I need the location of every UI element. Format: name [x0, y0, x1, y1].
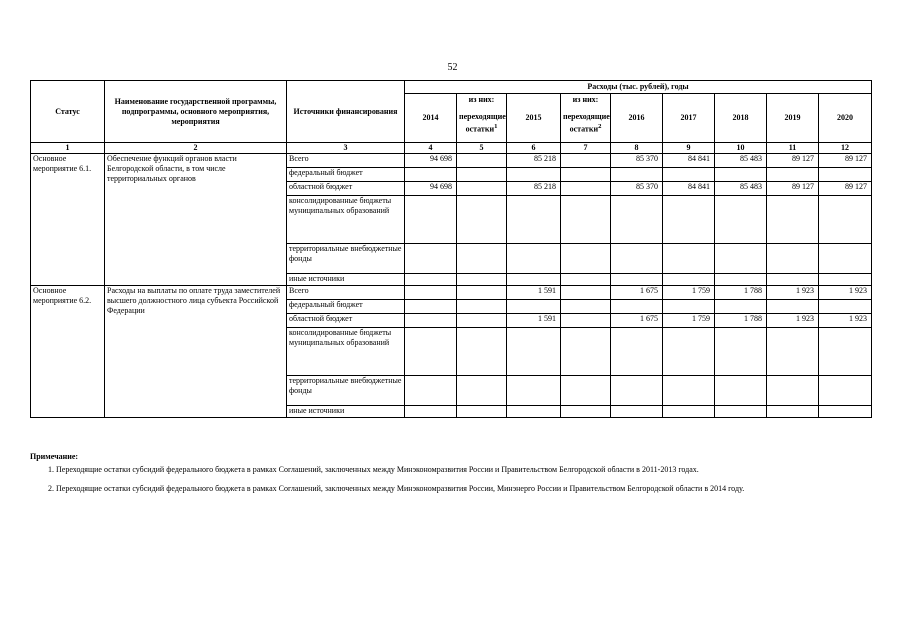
value-cell	[715, 244, 767, 274]
value-cell	[819, 196, 872, 244]
header-name: Наименование государственной программы, подпрограммы, основного мероприятия, мероприятия	[105, 81, 287, 143]
measure-status: Основное мероприятие 6.2.	[31, 286, 105, 418]
value-cell: 1 675	[611, 314, 663, 328]
value-cell	[507, 244, 561, 274]
value-cell	[819, 300, 872, 314]
value-cell	[561, 154, 611, 168]
value-cell: 85 370	[611, 154, 663, 168]
value-cell	[767, 196, 819, 244]
value-cell	[507, 274, 561, 286]
value-cell	[715, 376, 767, 406]
value-cell: 1 759	[663, 286, 715, 300]
col-index: 3	[287, 143, 405, 154]
header-carryover-2: переходящие остатки$^2$	[561, 106, 611, 143]
header-carryover-1: переходящие остатки$^1$	[457, 106, 507, 143]
col-index: 6	[507, 143, 561, 154]
value-cell	[663, 328, 715, 376]
value-cell	[767, 274, 819, 286]
value-cell: 89 127	[819, 154, 872, 168]
col-index: 11	[767, 143, 819, 154]
note-1: 1. Переходящие остатки субсидий федерального бюджета в рамках Соглашений, заключенных между Минэкономразвития России и Правительством Белгородской области в 2011-2013 годах.	[48, 465, 699, 475]
value-cell	[405, 328, 457, 376]
header-of-them-1: из них:	[457, 94, 507, 106]
header-sources: Источники финансирования	[287, 81, 405, 143]
value-cell	[457, 376, 507, 406]
value-cell	[663, 300, 715, 314]
value-cell: 89 127	[767, 182, 819, 196]
value-cell	[561, 406, 611, 418]
value-cell	[457, 300, 507, 314]
value-cell: 1 788	[715, 314, 767, 328]
value-cell	[767, 244, 819, 274]
source-cell: Всего	[287, 286, 405, 300]
value-cell	[611, 244, 663, 274]
value-cell	[457, 196, 507, 244]
value-cell	[611, 300, 663, 314]
value-cell	[663, 244, 715, 274]
value-cell: 1 923	[767, 286, 819, 300]
value-cell	[663, 274, 715, 286]
value-cell	[819, 274, 872, 286]
header-year-2016: 2016	[611, 94, 663, 143]
value-cell: 1 923	[819, 286, 872, 300]
value-cell	[715, 328, 767, 376]
value-cell	[405, 286, 457, 300]
value-cell	[663, 196, 715, 244]
value-cell: 89 127	[819, 182, 872, 196]
value-cell	[507, 196, 561, 244]
header-year-2014: 2014	[405, 94, 457, 143]
header-expenses: Расходы (тыс. рублей), годы	[405, 81, 872, 94]
value-cell	[663, 406, 715, 418]
value-cell	[819, 406, 872, 418]
measure-name: Расходы на выплаты по оплате труда заместителей высшего должностного лица субъекта Российской Федерации	[105, 286, 287, 418]
value-cell	[405, 376, 457, 406]
value-cell: 85 483	[715, 154, 767, 168]
value-cell	[663, 168, 715, 182]
value-cell: 1 788	[715, 286, 767, 300]
column-index-row	[31, 143, 872, 154]
value-cell	[561, 376, 611, 406]
notes-title: Примечание:	[30, 452, 79, 461]
value-cell: 1 923	[767, 314, 819, 328]
source-cell: территориальные внебюджетные фонды	[287, 244, 405, 274]
page-number: 52	[447, 62, 458, 73]
col-index: 12	[819, 143, 872, 154]
source-cell: иные источники	[287, 406, 405, 418]
value-cell: 85 218	[507, 182, 561, 196]
value-cell	[561, 274, 611, 286]
value-cell	[611, 376, 663, 406]
value-cell	[405, 300, 457, 314]
col-index: 9	[663, 143, 715, 154]
value-cell	[405, 406, 457, 418]
value-cell	[561, 168, 611, 182]
value-cell	[767, 328, 819, 376]
value-cell	[819, 168, 872, 182]
col-index: 1	[31, 143, 105, 154]
value-cell	[611, 274, 663, 286]
header-year-2017: 2017	[663, 94, 715, 143]
value-cell	[405, 314, 457, 328]
value-cell	[507, 300, 561, 314]
value-cell: 85 218	[507, 154, 561, 168]
value-cell	[561, 328, 611, 376]
header-year-2020: 2020	[819, 94, 872, 143]
value-cell	[819, 376, 872, 406]
value-cell	[405, 244, 457, 274]
measure-name: Обеспечение функций органов власти Белгородской области, в том числе территориальных органов	[105, 154, 287, 286]
value-cell	[767, 406, 819, 418]
value-cell	[819, 244, 872, 274]
value-cell: 84 841	[663, 182, 715, 196]
value-cell: 84 841	[663, 154, 715, 168]
value-cell: 85 483	[715, 182, 767, 196]
value-cell	[405, 168, 457, 182]
col-index: 10	[715, 143, 767, 154]
value-cell	[507, 406, 561, 418]
value-cell	[457, 286, 507, 300]
value-cell	[457, 328, 507, 376]
source-cell: федеральный бюджет	[287, 300, 405, 314]
value-cell	[457, 314, 507, 328]
value-cell	[457, 274, 507, 286]
value-cell	[561, 244, 611, 274]
value-cell: 94 698	[405, 154, 457, 168]
value-cell	[819, 328, 872, 376]
value-cell	[715, 196, 767, 244]
value-cell	[405, 196, 457, 244]
measure-status: Основное мероприятие 6.1.	[31, 154, 105, 286]
value-cell	[767, 376, 819, 406]
source-cell: Всего	[287, 154, 405, 168]
value-cell	[611, 196, 663, 244]
value-cell	[715, 406, 767, 418]
value-cell	[561, 196, 611, 244]
note-2: 2. Переходящие остатки субсидий федерального бюджета в рамках Соглашений, заключенных между Минэкономразвития России, Минэнерго России и Правительством Белгородской области в 2014 году.	[48, 483, 745, 493]
header-of-them-2: из них:	[561, 94, 611, 106]
value-cell	[507, 376, 561, 406]
value-cell	[767, 168, 819, 182]
col-index: 5	[457, 143, 507, 154]
value-cell	[457, 168, 507, 182]
value-cell	[715, 274, 767, 286]
source-cell: территориальные внебюджетные фонды	[287, 376, 405, 406]
value-cell	[405, 274, 457, 286]
value-cell	[611, 406, 663, 418]
value-cell	[611, 328, 663, 376]
col-index: 2	[105, 143, 287, 154]
value-cell	[507, 328, 561, 376]
col-index: 8	[611, 143, 663, 154]
value-cell	[611, 168, 663, 182]
value-cell: 85 370	[611, 182, 663, 196]
source-cell: консолидированные бюджеты муниципальных образований	[287, 196, 405, 244]
col-index: 7	[561, 143, 611, 154]
value-cell: 1 675	[611, 286, 663, 300]
value-cell	[561, 314, 611, 328]
table-row	[31, 154, 872, 168]
value-cell	[715, 168, 767, 182]
value-cell	[715, 300, 767, 314]
header-status: Статус	[31, 81, 105, 143]
source-cell: областной бюджет	[287, 314, 405, 328]
budget-table	[30, 80, 872, 418]
value-cell	[457, 182, 507, 196]
value-cell: 1 759	[663, 314, 715, 328]
header-year-2019: 2019	[767, 94, 819, 143]
header-year-2015: 2015	[507, 94, 561, 143]
value-cell: 89 127	[767, 154, 819, 168]
value-cell	[507, 168, 561, 182]
value-cell	[663, 376, 715, 406]
col-index: 4	[405, 143, 457, 154]
source-cell: федеральный бюджет	[287, 168, 405, 182]
value-cell: 94 698	[405, 182, 457, 196]
value-cell	[457, 244, 507, 274]
source-cell: консолидированные бюджеты муниципальных образований	[287, 328, 405, 376]
value-cell	[561, 286, 611, 300]
value-cell	[457, 406, 507, 418]
header-year-2018: 2018	[715, 94, 767, 143]
source-cell: иные источники	[287, 274, 405, 286]
source-cell: областной бюджет	[287, 182, 405, 196]
value-cell	[767, 300, 819, 314]
value-cell: 1 923	[819, 314, 872, 328]
value-cell	[561, 182, 611, 196]
value-cell	[561, 300, 611, 314]
notes-section	[30, 452, 871, 502]
value-cell: 1 591	[507, 314, 561, 328]
value-cell	[457, 154, 507, 168]
table-row	[31, 286, 872, 300]
value-cell: 1 591	[507, 286, 561, 300]
